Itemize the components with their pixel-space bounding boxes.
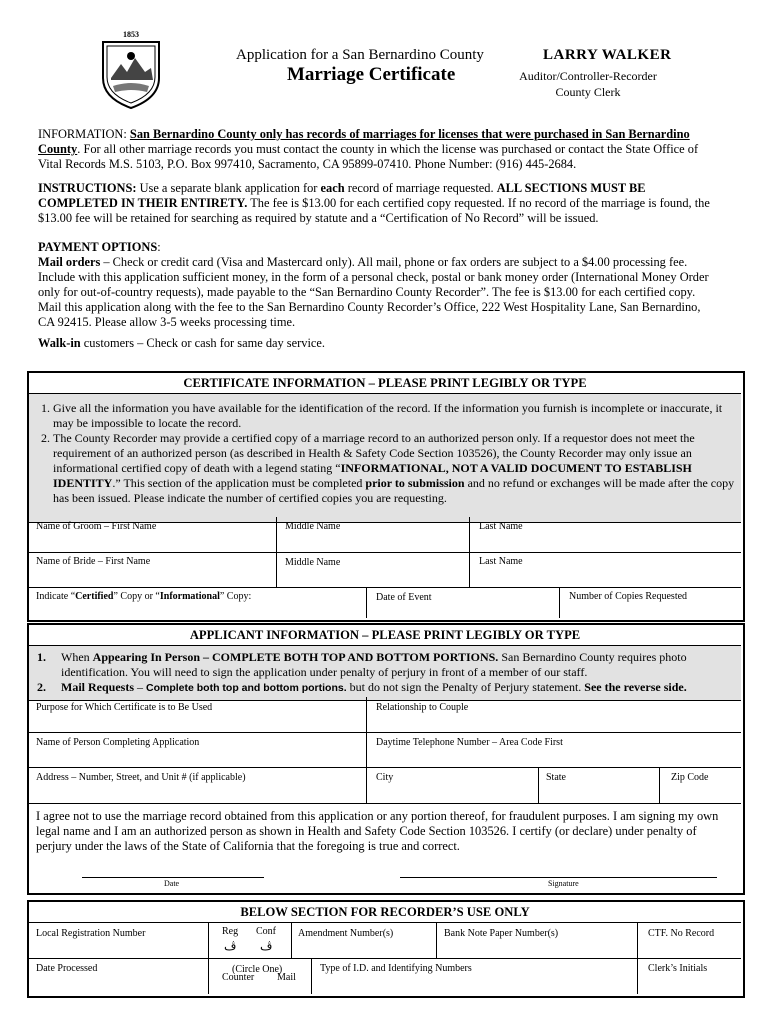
counter-option[interactable]: Counter xyxy=(222,972,255,983)
state-field[interactable]: State xyxy=(546,772,566,783)
applicant-item-2-number: 2. xyxy=(37,680,46,694)
applicant-instructions xyxy=(29,646,741,701)
payment-colon: : xyxy=(157,240,161,254)
applicant-item-1-text-a: When xyxy=(61,650,93,664)
mail-orders-label: Mail orders xyxy=(38,255,101,269)
date-signature-line[interactable] xyxy=(82,877,264,878)
local-registration-field[interactable]: Local Registration Number xyxy=(36,928,146,939)
date-line-label: Date xyxy=(164,879,180,888)
walkin-text: customers – Check or cash for same day service. xyxy=(80,336,325,350)
official-office: Auditor/Controller-Recorder xyxy=(519,69,657,83)
applicant-item-2-dash: – xyxy=(134,680,146,694)
ctf-no-record-field[interactable]: CTF. No Record xyxy=(648,928,715,939)
copy-type-text-b: ” Copy or “ xyxy=(113,591,160,602)
applicant-section-title: APPLICANT INFORMATION – PLEASE PRINT LEGIBLY OR TYPE xyxy=(29,625,741,646)
seal-year: 1853 xyxy=(123,30,139,39)
form-title: Marriage Certificate xyxy=(287,64,456,85)
payment-label: PAYMENT OPTIONS xyxy=(38,240,158,254)
instructions-paragraph xyxy=(38,181,718,226)
certificate-item-2-text-a: The County Recorder may provide a certified copy of a marriage record to an authorized person only. If a requestor does not meet the requirement of an authorized person (as described in Health & Safety Code Section 103526), the County Recorder may only issue an informational certified copy of death with a legend stating “ xyxy=(53,431,695,475)
applicant-item-2-text-e: but do not sign the Penalty of Perjury statement. xyxy=(346,680,585,694)
purpose-field[interactable]: Purpose for Which Certificate is to Be Used xyxy=(36,702,213,713)
county-seal-icon xyxy=(95,28,167,110)
payment-paragraph xyxy=(38,240,718,330)
copy-type-text-c: ” Copy: xyxy=(219,591,252,602)
applicant-item-1-number: 1. xyxy=(37,650,46,664)
signature-line[interactable] xyxy=(400,877,717,878)
signature-line-label: Signature xyxy=(548,879,579,888)
date-of-event-field[interactable]: Date of Event xyxy=(376,592,432,603)
perjury-statement: I agree not to use the marriage record obtained from this application or any portion thereof, for fraudulent purposes. I am signing my own legal name and I am an authorized person as shown in Health and Safety Code Section 103526. I certify (or declare) under penalty of perjury under the laws of the State of California that the foregoing is true and correct. xyxy=(36,809,719,853)
reg-checkbox-icon[interactable]: ڤ xyxy=(224,939,237,953)
applicant-item-2-reverse: See the reverse side. xyxy=(584,680,687,694)
certificate-item-2-text-c: .” This section of the application must be completed xyxy=(112,476,366,490)
relationship-field[interactable]: Relationship to Couple xyxy=(376,702,469,713)
certificate-instructions xyxy=(29,394,741,523)
certificate-item-1: 1. Give all the information you have available for the identification of the record. If the information you furnish is incomplete or inaccurate, it may be impossible to locate the record. xyxy=(53,401,741,431)
bride-middle-name-field[interactable]: Middle Name xyxy=(285,557,341,568)
amendment-number-field[interactable]: Amendment Number(s) xyxy=(298,928,394,939)
bank-note-paper-field[interactable]: Bank Note Paper Number(s) xyxy=(444,928,559,939)
information-label: INFORMATION xyxy=(38,127,124,141)
number-of-copies-field[interactable]: Number of Copies Requested xyxy=(569,591,688,602)
instructions-bold: ALL SECTIONS MUST BE COMPLETED IN THEIR ENTIRETY. xyxy=(38,181,646,210)
zip-code-field[interactable]: Zip Code xyxy=(671,772,709,783)
conf-checkbox-icon[interactable]: ڤ xyxy=(260,939,273,953)
reg-checkbox-label: Reg xyxy=(222,926,239,937)
applicant-item-1-bold: Appearing In Person – COMPLETE BOTH TOP AND BOTTOM PORTIONS. xyxy=(92,650,499,664)
information-text: . For all other marriage records you must contact the county in which the license was purchased or contact the State Office of Vital Records M.S. 5103, P.O. Box 997410, Sacramento, CA 95899-07410. Phone Number: (916) 445-2684. xyxy=(38,142,699,171)
certificate-item-2 xyxy=(53,431,741,506)
groom-last-name-field[interactable]: Last Name xyxy=(479,521,523,532)
instructions-label: INSTRUCTIONS: xyxy=(38,181,137,195)
applicant-item-2-complete: Complete both top and bottom portions. xyxy=(146,682,347,694)
information-paragraph: INFORMATION: San Bernardino County only has records of marriages for licenses that were purchased in San Bernardino County. For all other marriage records you must contact the county in which the license was purchased or contact the State Office of Vital Records M.S. 5103, P.O. Box 997410, Sacramento, CA 95899-07410. Phone Number: (916) 445-2684. xyxy=(38,127,699,171)
instructions-text-1: Use a separate blank application for xyxy=(136,181,321,195)
groom-middle-name-field[interactable]: Middle Name xyxy=(285,521,341,532)
certificate-item-2-text-e: and no refund or exchanges will be made after the copy has been issued. Please indicate the number of certified copies you are requesting. xyxy=(53,476,735,505)
recorder-section-title: BELOW SECTION FOR RECORDER’S USE ONLY xyxy=(29,902,741,923)
copy-type-field[interactable] xyxy=(36,591,251,602)
instructions-each: each xyxy=(320,181,345,195)
instructions-text-3: The fee is $13.00 for each certified copy requested. If no record of the marriage is found, the $13.00 fee will be retained for searching as required by statute and a “Certification of No Record” will be issued. xyxy=(38,196,710,225)
applicant-item-1 xyxy=(29,650,733,680)
mail-orders-text: – Check or credit card (Visa and Mastercard only). All mail, phone or fax orders are subject to a $4.00 processing fee. Include with this application sufficient money, in the form of a personal check, postal or bank money order (International Money Order only for out-of-country requests), made payable to the “San Bernardino County Recorder”. The fee is $13.00 for each certified copy. Mail this application along with the fee to the San Bernardino County Recorder’s Office, 222 West Hospitality Lane, San Bernardino, CA 92415. Please allow 3-5 weeks processing time. xyxy=(38,255,709,329)
applicant-item-1-text-c: San Bernardino County requires photo identification. You will need to sign the application under penalty of perjury in front of a member of our staff. xyxy=(61,650,687,679)
official-name: LARRY WALKER xyxy=(543,47,672,63)
bride-last-name-field[interactable]: Last Name xyxy=(479,556,523,567)
applicant-item-2-bold: Mail Requests xyxy=(61,680,134,694)
address-field[interactable]: Address – Number, Street, and Unit # (if applicable) xyxy=(36,772,246,783)
certificate-section-title: CERTIFICATE INFORMATION – PLEASE PRINT LEGIBLY OR TYPE xyxy=(29,373,741,394)
date-processed-field[interactable]: Date Processed xyxy=(36,963,98,974)
walkin-paragraph xyxy=(38,336,718,351)
conf-checkbox-label: Conf xyxy=(256,926,276,937)
daytime-phone-field[interactable]: Daytime Telephone Number – Area Code First xyxy=(376,737,563,748)
clerk-initials-field[interactable]: Clerk’s Initials xyxy=(648,963,708,974)
circle-one-label: (Circle One) xyxy=(232,964,283,975)
information-underlined: San Bernardino County only has records of marriages for licenses that were purchased in San Bernardino County xyxy=(38,127,690,156)
application-heading: Application for a San Bernardino County xyxy=(236,47,484,63)
applicant-name-field[interactable]: Name of Person Completing Application xyxy=(36,737,200,748)
groom-first-name-field[interactable]: Name of Groom – First Name xyxy=(36,521,157,532)
certificate-item-2-prior: prior to submission xyxy=(365,476,465,490)
copy-type-informational: Informational xyxy=(159,591,220,602)
copy-type-certified: Certified xyxy=(75,591,114,602)
instructions-text-2: record of marriage requested. xyxy=(344,181,497,195)
certificate-item-2-bold: INFORMATIONAL, NOT A VALID DOCUMENT TO ESTABLISH IDENTITY xyxy=(53,461,692,490)
walkin-label: Walk-in xyxy=(38,336,81,350)
mail-option[interactable]: Mail xyxy=(277,972,296,983)
bride-first-name-field[interactable]: Name of Bride – First Name xyxy=(36,556,151,567)
city-field[interactable]: City xyxy=(376,772,394,783)
official-clerk: County Clerk xyxy=(555,85,621,99)
type-of-id-field[interactable]: Type of I.D. and Identifying Numbers xyxy=(320,963,472,974)
applicant-item-2 xyxy=(29,680,733,696)
copy-type-text-a: Indicate “ xyxy=(36,591,76,602)
